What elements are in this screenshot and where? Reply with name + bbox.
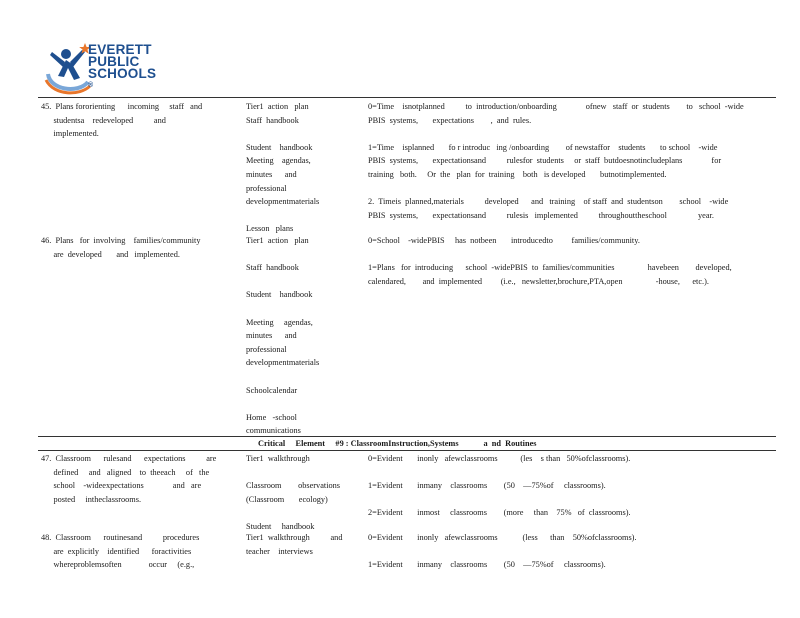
row-3-sources-line: Tier1 walkthrough: [246, 454, 310, 463]
row-3-scoring-line: 2=Evident inmost classrooms (more than 75% of classrooms).: [368, 508, 631, 518]
row-2-scoring-line: 0=School -widePBIS has notbeen introducedto families/community.: [368, 236, 640, 245]
logo-line-1: EVERETT: [88, 42, 152, 57]
row-4-criteria-line: are explicitly identified foractivities: [41, 546, 192, 556]
row-4-sources-line: teacher interviews: [246, 546, 313, 556]
row-2-scoring-line: calendared, and implemented (i.e., newsletter,brochure,PTA,open -house, etc.).: [368, 276, 709, 286]
row-2-scoring-line: 1=Plans for introducing school -widePBIS to families/communities havebeen developed,: [368, 263, 732, 273]
logo-figure-icon: [44, 40, 94, 98]
row-2-sources-line: Student handbook: [246, 290, 313, 300]
row-4-scoring-line: 1=Evident inmany classrooms (50 —75%of classrooms).: [368, 560, 606, 570]
row-2-sources-line: developmentmaterials: [246, 358, 320, 368]
row-1-scoring-line: PBIS systems, expectationsand rulesfor students or staff butdoesnotincludeplans for: [368, 156, 722, 166]
row-3-sources-line: Student handbook: [246, 522, 315, 531]
section-heading: Critical Element #9 : ClassroomInstruction,Systems a nd Routines: [258, 439, 537, 448]
row-1-scoring-line: 2. Timeis planned,materials developed and training of staff and studentson school -wide: [368, 197, 729, 207]
row-1-criteria-line: implemented.: [41, 129, 99, 139]
row-1-scoring-line: PBIS systems, expectationsand rulesis implemented throughouttheschool year.: [368, 210, 714, 220]
row-2-sources-line: minutes and: [246, 331, 297, 341]
row-1-sources-line: Tier1 action plan: [246, 102, 309, 111]
row-1-sources-line: developmentmaterials: [246, 197, 320, 207]
row-3-criteria-line: posted intheclassrooms.: [41, 494, 142, 504]
row-2-sources-line: Staff handbook: [246, 263, 299, 273]
row-1-scoring-line: 1=Time isplanned fo r introduc ing /onboarding of newstaffor students to school -wide: [368, 142, 718, 152]
logo-line-3: SCHOOLS: [88, 66, 157, 81]
row-1-sources-line: Student handbook: [246, 142, 313, 152]
row-3-sources-line: Classroom observations: [246, 481, 341, 491]
row-4-scoring-line: 0=Evident inonly afewclassrooms (less than 50%ofclassrooms).: [368, 533, 637, 542]
row-1-scoring-line: training both. Or the plan for training both is developed butnotimplemented.: [368, 170, 667, 179]
logo-registered-mark: ®: [88, 82, 94, 89]
row-4-criteria-line: whereproblemsoften occur (e.g.,: [41, 560, 195, 570]
row-3-criteria-line: 47. Classroom rulesand expectations are: [41, 454, 217, 463]
row-1-scoring-line: PBIS systems, expectations , and rules.: [368, 115, 532, 125]
row-1-sources-line: Staff handbook: [246, 115, 299, 125]
row-3-sources-line: (Classroom ecology): [246, 494, 328, 504]
row-2-sources-line: professional: [246, 344, 287, 354]
row-1-sources-line: Lesson plans: [246, 224, 294, 234]
table-top-rule: [38, 97, 776, 98]
row-2-criteria-line: 46. Plans for involving families/community: [41, 236, 201, 245]
row-3-criteria-line: school -wideexpectations and are: [41, 481, 202, 491]
row-2-sources-line: Meeting agendas,: [246, 317, 313, 327]
row-2-sources-line: Home -school: [246, 412, 297, 422]
logo-line-2: PUBLIC: [88, 54, 140, 69]
row-3-scoring-line: 0=Evident inonly afewclassrooms (les s than 50%ofclassrooms).: [368, 454, 631, 463]
row-1-scoring-line: 0=Time isnotplanned to introduction/onboarding ofnew staff or students to school -wide: [368, 102, 744, 111]
row-2-sources-line: Schoolcalendar: [246, 385, 298, 395]
row-4-sources-line: Tier1 walkthrough and: [246, 533, 343, 542]
row-2-sources-line: communications: [246, 426, 301, 436]
row-2-sources-line: Tier1 action plan: [246, 236, 309, 245]
row-3-criteria-line: defined and aligned to theeach of the: [41, 467, 210, 477]
row-1-sources-line: Meeting agendas,: [246, 156, 311, 166]
row-2-criteria-line: are developed and implemented.: [41, 249, 180, 259]
row-4-criteria-line: 48. Classroom routinesand procedures: [41, 533, 200, 542]
row-3-scoring-line: 1=Evident inmany classrooms (50 —75%of classrooms).: [368, 481, 606, 491]
row-1-sources-line: minutes and: [246, 170, 297, 179]
everett-public-schools-logo: [44, 40, 184, 98]
row-1-criteria-line: 45. Plans fororienting incoming staff and: [41, 102, 203, 111]
row-1-criteria-line: studentsa redeveloped and: [41, 115, 166, 125]
row-1-sources-line: professional: [246, 183, 287, 193]
